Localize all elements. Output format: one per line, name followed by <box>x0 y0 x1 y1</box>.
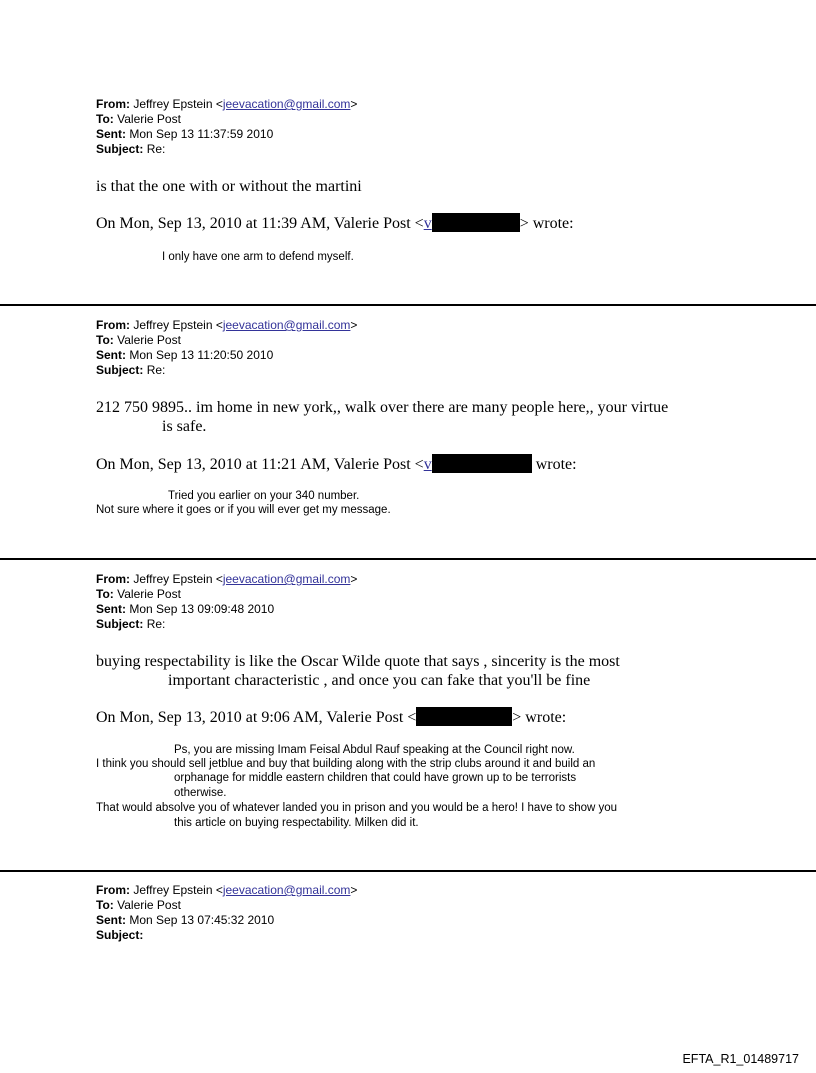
to-line: To: Valerie Post <box>96 112 181 126</box>
sent-line: Sent: Mon Sep 13 11:20:50 2010 <box>96 348 274 362</box>
sent-line: Sent: Mon Sep 13 09:09:48 2010 <box>96 602 275 616</box>
to-line: To: Valerie Post <box>96 333 181 347</box>
email-3-quote-intro: On Mon, Sep 13, 2010 at 9:06 AM, Valerie Post < > wrote: <box>96 709 567 726</box>
email-3-quote-line: That would absolve you of whatever landed you in prison and you would be a hero! I have to show you <box>96 802 618 814</box>
sender-email-link[interactable]: jeevacation@gmail.com <box>222 572 351 586</box>
email-2-quote-line: Tried you earlier on your 340 number. <box>168 490 360 502</box>
email-3-body-line: buying respectability is like the Oscar Wilde quote that says , sincerity is the most <box>96 653 620 670</box>
email-4-header <box>96 883 357 943</box>
email-2-body-line: 212 750 9895.. im home in new york,, walk over there are many people here,, your virtue <box>96 399 669 416</box>
from-line: From: Jeffrey Epstein <jeevacation@gmail.com> <box>96 883 358 897</box>
from-line: From: Jeffrey Epstein <jeevacation@gmail.com> <box>96 97 358 111</box>
email-2-quote-intro: On Mon, Sep 13, 2010 at 11:21 AM, Valerie Post <v wrote: <box>96 456 577 473</box>
sent-line: Sent: Mon Sep 13 11:37:59 2010 <box>96 127 274 141</box>
subject-line: Subject: Re: <box>96 363 166 377</box>
sender-email-link[interactable]: jeevacation@gmail.com <box>222 318 351 332</box>
to-line: To: Valerie Post <box>96 587 181 601</box>
email-2-header <box>96 318 357 378</box>
email-1-quote-line: I only have one arm to defend myself. <box>162 251 354 263</box>
email-3-header <box>96 572 357 632</box>
email-2-body-line: is safe. <box>162 418 207 435</box>
email-3-quote-line: Ps, you are missing Imam Feisal Abdul Rauf speaking at the Council right now. <box>174 744 575 756</box>
subject-line: Subject: Re: <box>96 142 166 156</box>
sender-email-link[interactable]: jeevacation@gmail.com <box>222 883 351 897</box>
email-3-quote-line: orphanage for middle eastern children that could have grown up to be terrorists <box>174 772 577 784</box>
email-3-body-line: important characteristic , and once you can fake that you'll be fine <box>168 672 591 689</box>
email-2-quote-line: Not sure where it goes or if you will ever get my message. <box>96 504 391 516</box>
email-3-quote-line: otherwise. <box>174 787 227 799</box>
email-1-quote-intro: On Mon, Sep 13, 2010 at 11:39 AM, Valerie Post <v > wrote: <box>96 215 574 232</box>
to-line: To: Valerie Post <box>96 898 181 912</box>
email-1-header <box>96 97 357 157</box>
email-1-body: is that the one with or without the martini <box>96 178 362 195</box>
redaction-block <box>432 454 532 473</box>
redacted-email-link[interactable]: v <box>423 215 432 232</box>
separator-rule <box>0 304 816 306</box>
separator-rule <box>0 558 816 560</box>
email-3-quote-line: I think you should sell jetblue and buy that building along with the strip clubs around it and build an <box>96 758 596 770</box>
redaction-block <box>416 707 512 726</box>
email-3-quote-line: this article on buying respectability. Milken did it. <box>174 817 419 829</box>
sent-line: Sent: Mon Sep 13 07:45:32 2010 <box>96 913 275 927</box>
redacted-email-link[interactable]: v <box>423 456 432 473</box>
from-line: From: Jeffrey Epstein <jeevacation@gmail.com> <box>96 318 358 332</box>
from-line: From: Jeffrey Epstein <jeevacation@gmail.com> <box>96 572 358 586</box>
subject-line: Subject: Re: <box>96 617 166 631</box>
redaction-block <box>432 213 520 232</box>
document-id: EFTA_R1_01489717 <box>682 1052 799 1066</box>
separator-rule <box>0 870 816 872</box>
subject-line: Subject: <box>96 928 144 942</box>
sender-email-link[interactable]: jeevacation@gmail.com <box>222 97 351 111</box>
